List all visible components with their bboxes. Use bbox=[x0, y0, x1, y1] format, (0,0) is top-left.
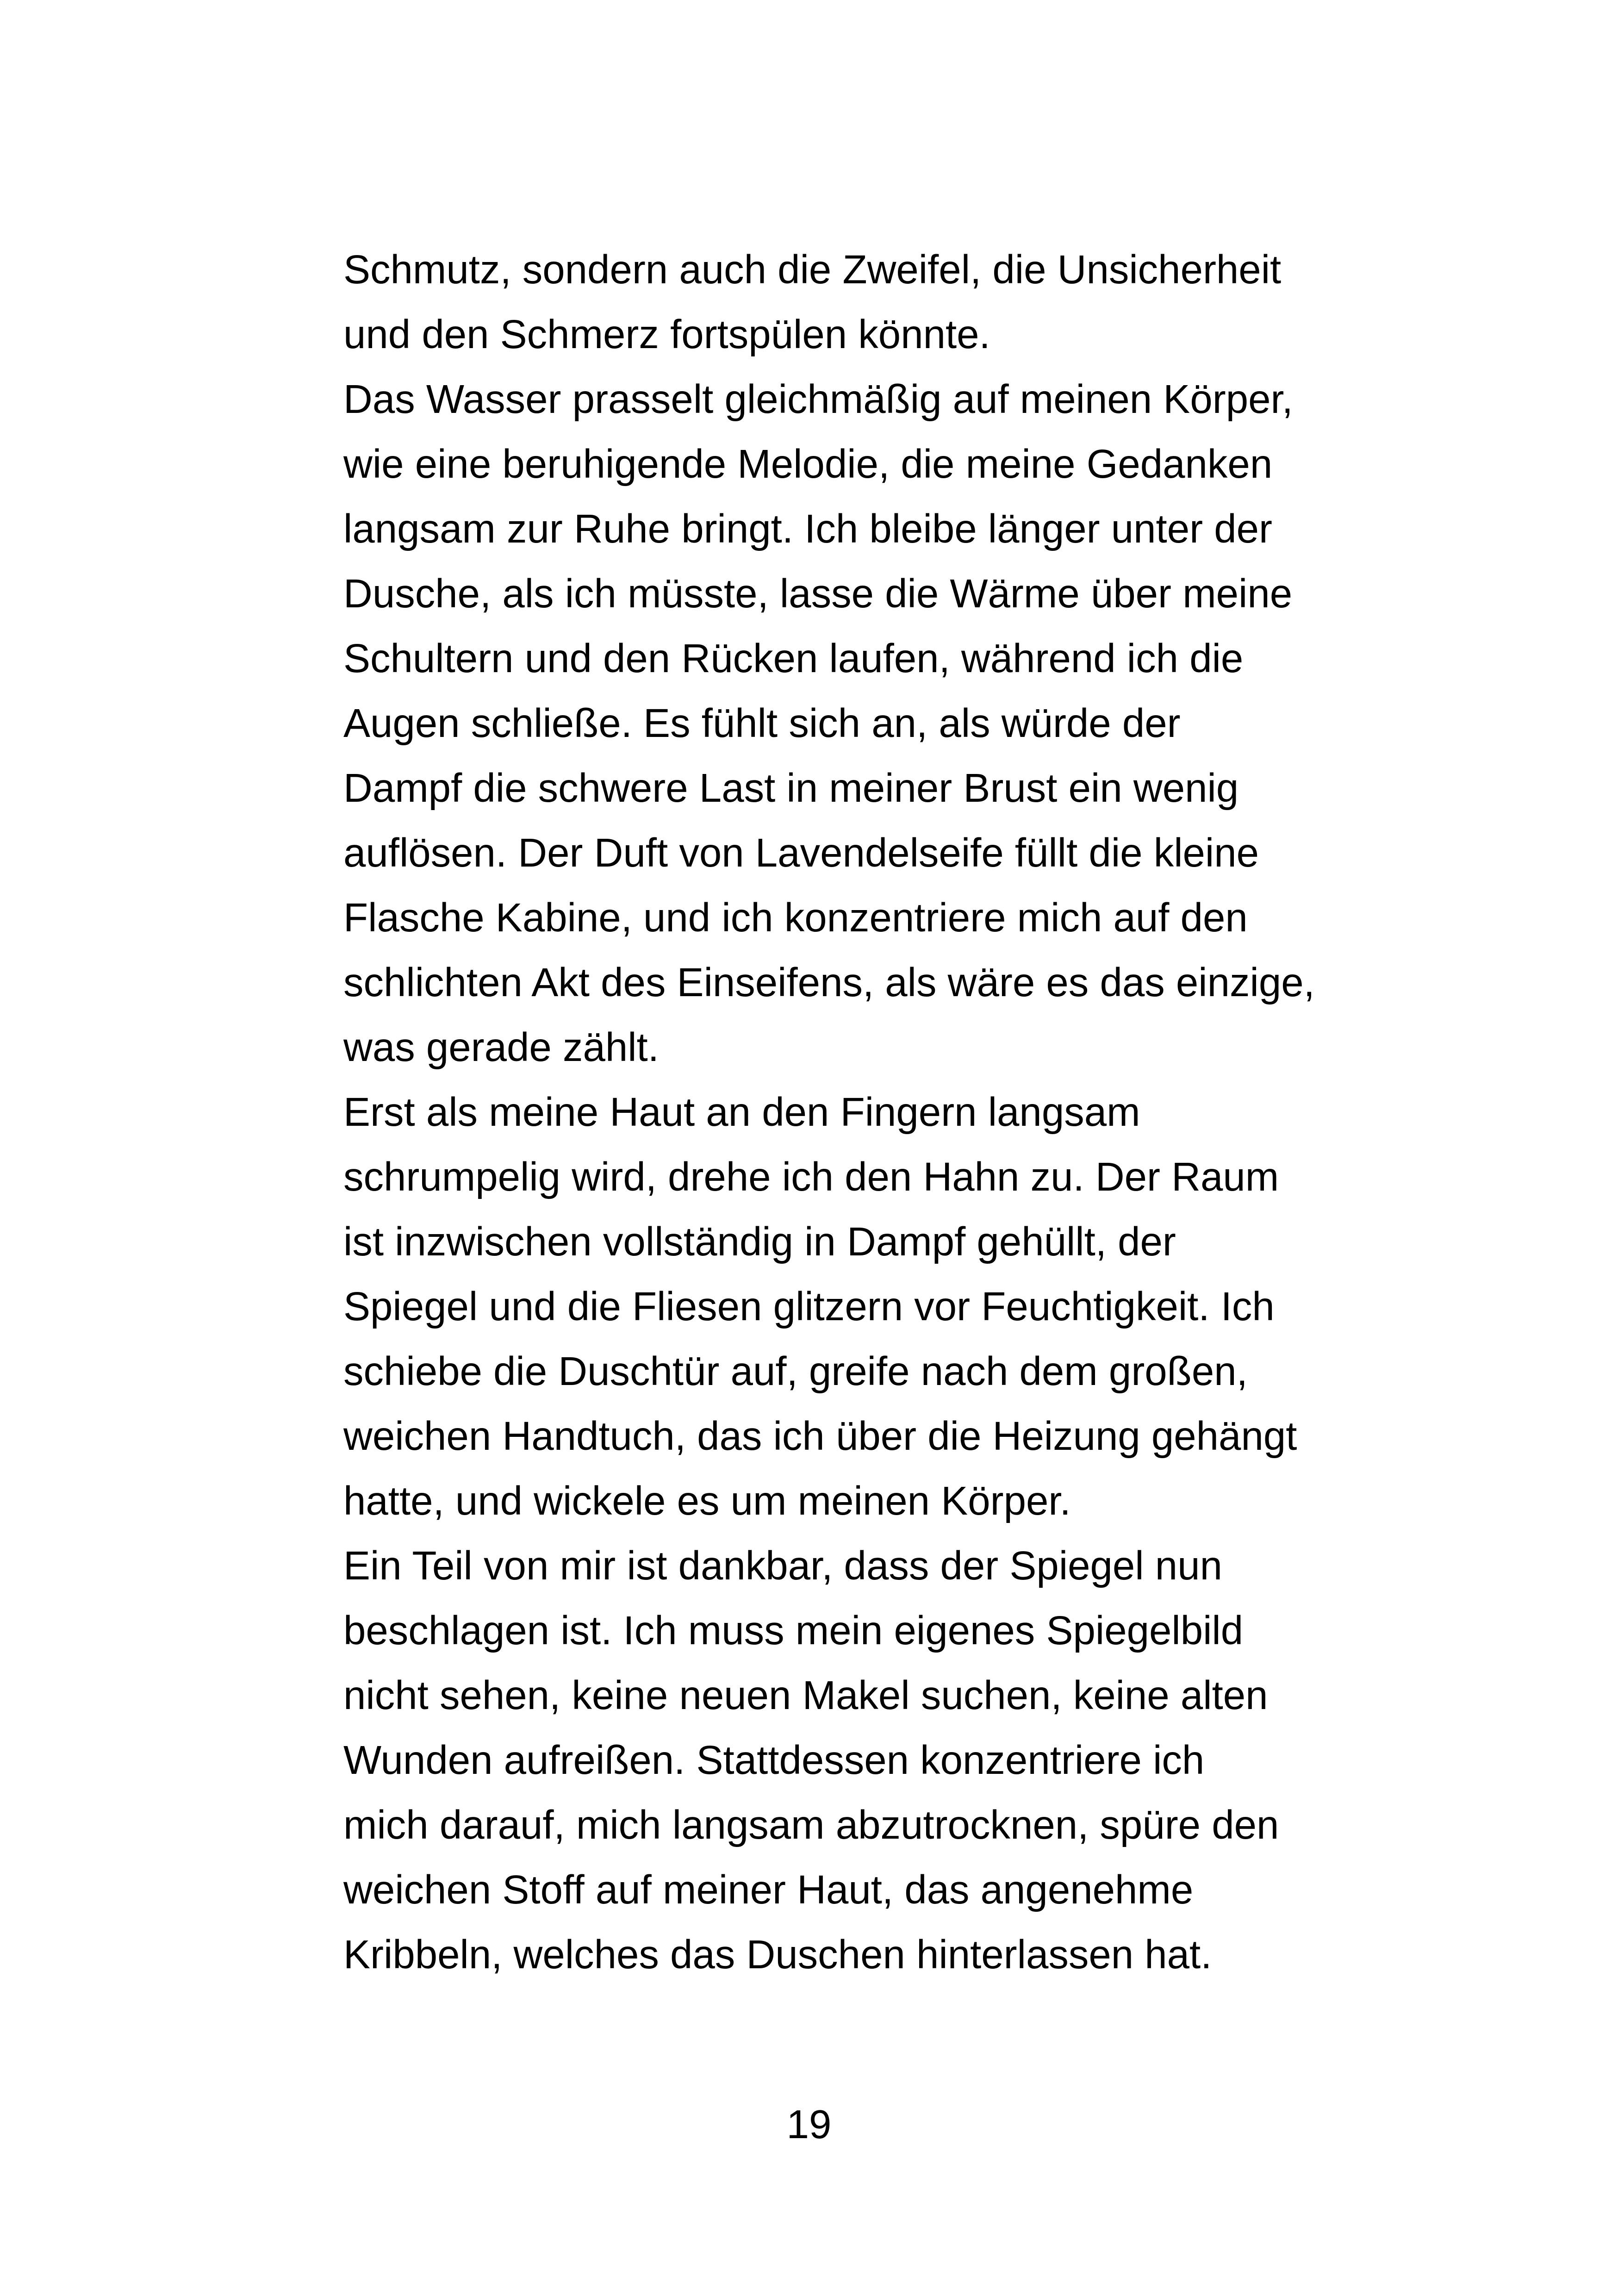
text-line: und den Schmerz fortspülen könnte. bbox=[343, 312, 990, 357]
text-line: wie eine beruhigende Melodie, die meine Gedanken bbox=[343, 442, 1273, 487]
text-line: auflösen. Der Duft von Lavendelseife füllt die kleine bbox=[343, 830, 1259, 875]
text-line: Schmutz, sondern auch die Zweifel, die Unsicherheit bbox=[343, 247, 1282, 292]
text-line: ist inzwischen vollständig in Dampf gehüllt, der bbox=[343, 1219, 1176, 1264]
text-line: weichen Stoff auf meiner Haut, das angenehme bbox=[343, 1867, 1194, 1912]
text-line: beschlagen ist. Ich muss mein eigenes Spiegelbild bbox=[343, 1608, 1244, 1653]
text-line: schrumpelig wird, drehe ich den Hahn zu. Der Raum bbox=[343, 1154, 1279, 1199]
text-line: Flasche Kabine, und ich konzentriere mich auf den bbox=[343, 895, 1248, 940]
text-line: weichen Handtuch, das ich über die Heizung gehängt bbox=[343, 1414, 1297, 1459]
text-line: Dusche, als ich müsste, lasse die Wärme über meine bbox=[343, 571, 1293, 616]
text-line: langsam zur Ruhe bringt. Ich bleibe länger unter der bbox=[343, 506, 1272, 551]
text-line: hatte, und wickele es um meinen Körper. bbox=[343, 1479, 1071, 1523]
body-text bbox=[343, 237, 1380, 1987]
text-line: Das Wasser prasselt gleichmäßig auf meinen Körper, bbox=[343, 377, 1293, 422]
page-number: 19 bbox=[786, 2102, 832, 2147]
text-line: Erst als meine Haut an den Fingern langsam bbox=[343, 1090, 1140, 1135]
text-line: Schultern und den Rücken laufen, während ich die bbox=[343, 636, 1244, 681]
text-line: Augen schließe. Es fühlt sich an, als würde der bbox=[343, 701, 1181, 746]
text-line: Dampf die schwere Last in meiner Brust ein wenig bbox=[343, 766, 1239, 811]
text-line: schlichten Akt des Einseifens, als wäre es das einzige, bbox=[343, 960, 1315, 1005]
text-line: schiebe die Duschtür auf, greife nach dem großen, bbox=[343, 1349, 1248, 1394]
text-line: Wunden aufreißen. Stattdessen konzentriere ich bbox=[343, 1738, 1205, 1783]
text-line: Kribbeln, welches das Duschen hinterlassen hat. bbox=[343, 1932, 1212, 1977]
text-line: mich darauf, mich langsam abzutrocknen, spüre den bbox=[343, 1803, 1279, 1847]
text-line: was gerade zählt. bbox=[343, 1025, 659, 1070]
text-line: Spiegel und die Fliesen glitzern vor Feuchtigkeit. Ich bbox=[343, 1284, 1275, 1329]
text-line: nicht sehen, keine neuen Makel suchen, keine alten bbox=[343, 1673, 1268, 1718]
text-line: Ein Teil von mir ist dankbar, dass der Spiegel nun bbox=[343, 1543, 1222, 1588]
